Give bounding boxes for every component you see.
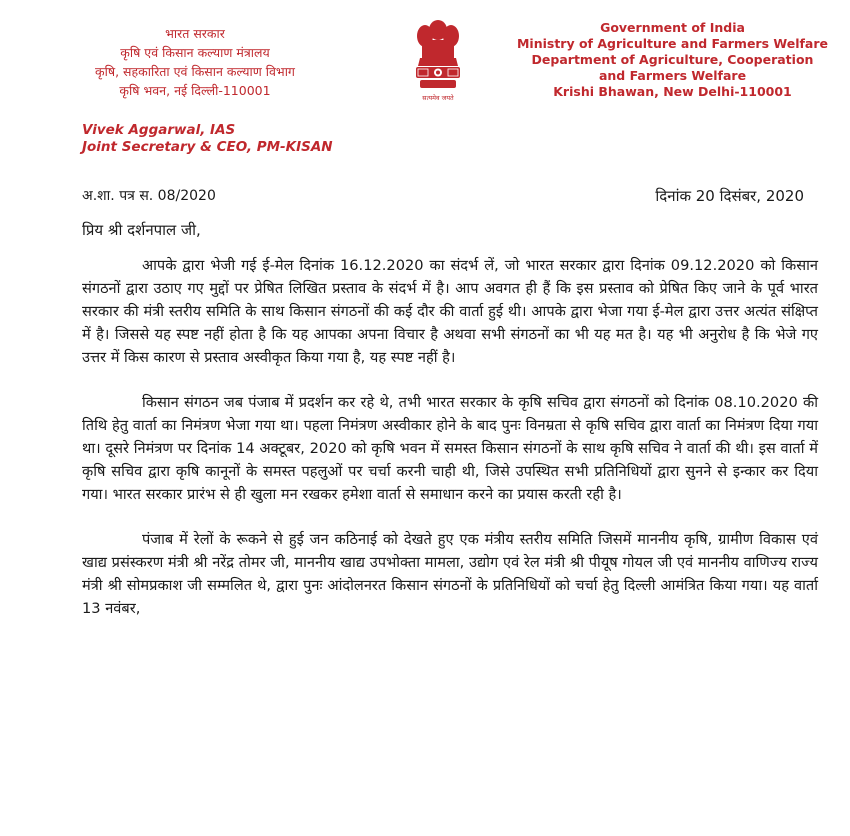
body-paragraph: आपके द्वारा भेजी गई ई-मेल दिनांक 16.12.2020 का संदर्भ लें, जो भारत सरकार द्वारा दिनांक 09.12.2020 को किसान संगठनों द्वारा उठाए गए मुद्दों पर प्रेषित लिखित प्रस्ताव के संदर्भ में है। आप अवगत ही हैं कि इस प्रस्ताव को प्रेषित किए जाने के पूर्व भारत सरकार की मंत्री स्तरीय समिति के साथ किसान संगठनों की कई दौर की वार्ता हुई थी। आपके द्वारा भेजा गया ई-मेल द्वारा उत्तर अत्यंत संक्षिप्त में है। जिससे यह स्पष्ट नहीं होता है कि यह आपका अपना विचार है अथवा सभी संगठनों का भी यह मत है। यह भी अनुरोध है कि भेजे गए उत्तर में किस कारण से प्रस्ताव अस्वीकृत किया गया है, यह स्पष्ट नहीं है।: [82, 257, 818, 366]
sender-name: Vivek Aggarwal, IAS: [82, 122, 236, 138]
sender-block: [82, 122, 333, 156]
letterhead-english-line: Ministry of Agriculture and Farmers Welfare: [516, 36, 829, 51]
letter-date: दिनांक 20 दिसंबर, 2020: [655, 187, 804, 205]
letterhead-hindi-line: कृषि एवं किसान कल्याण मंत्रालय: [120, 45, 270, 60]
letterhead-hindi-line: भारत सरकार: [165, 26, 225, 41]
body-paragraph: पंजाब में रेलों के रूकने से हुई जन कठिनाई को देखते हुए एक मंत्रीय स्तरीय समिति जिसमें माननीय कृषि, ग्रामीण विकास एवं खाद्य प्रसंस्करण मंत्री श्री नरेंद्र तोमर जी, माननीय खाद्य उपभोक्ता मामला, उद्योग एवं रेल मंत्री श्री पीयूष गोयल जी एवं माननीय वाणिज्य राज्य मंत्री श्री सोमप्रकाश जी सम्मलित थे, द्वारा पुनः आंदोलनरत किसान संगठनों के प्रतिनिधियों को चर्चा हेतु दिल्ली आमंत्रित किया गया। यह वार्ता 13 नवंबर,: [82, 531, 818, 617]
letterhead-english-line: Krishi Bhawan, New Delhi-110001: [553, 84, 792, 99]
letterhead-english: [505, 20, 840, 100]
sender-designation: Joint Secretary & CEO, PM-KISAN: [82, 139, 333, 155]
body-paragraph: किसान संगठन जब पंजाब में प्रदर्शन कर रहे थे, तभी भारत सरकार के कृषि सचिव द्वारा संगठनों को दिनांक 08.10.2020 की तिथि हेतु वार्ता का निमंत्रण भेजा गया था। पहला निमंत्रण अस्वीकार होने के बाद पुनः विनम्रता से कृषि सचिव द्वारा वार्ता का निमंत्रण दिया गया था। दूसरे निमंत्रण पर दिनांक 14 अक्टूबर, 2020 को कृषि भवन में समस्त किसान संगठनों के साथ कृषि सचिव ने वार्ता की थी। इस वार्ता में कृषि सचिव द्वारा कृषि कानूनों के समस्त पहलुओं पर चर्चा करनी चाही थी, जिसे उपस्थित सभी प्रतिनिधियों द्वारा सुनने से इन्कार कर दिया गया। भारत सरकार प्रारंभ से ही खुला मन रखकर हमेशा वार्ता से समाधान करने का प्रयास करती रही है।: [82, 394, 818, 503]
letter-body: [82, 254, 818, 642]
letterhead-english-line: Department of Agriculture, Cooperation: [531, 52, 814, 67]
letterhead-english-line: and Farmers Welfare: [598, 68, 747, 83]
national-emblem-icon: [412, 14, 464, 110]
emblem-motto: सत्यमेव जयते: [422, 94, 454, 102]
letterhead: [0, 0, 850, 110]
letterhead-hindi-line: कृषि, सहकारिता एवं किसान कल्याण विभाग: [95, 64, 295, 79]
reference-number: अ.शा. पत्र स. 08/2020: [82, 188, 216, 204]
salutation: प्रिय श्री दर्शनपाल जी,: [82, 221, 201, 239]
letterhead-hindi-line: कृषि भवन, नई दिल्ली-110001: [119, 83, 271, 98]
letterhead-hindi: [30, 24, 360, 100]
letterhead-english-line: Government of India: [600, 20, 745, 35]
